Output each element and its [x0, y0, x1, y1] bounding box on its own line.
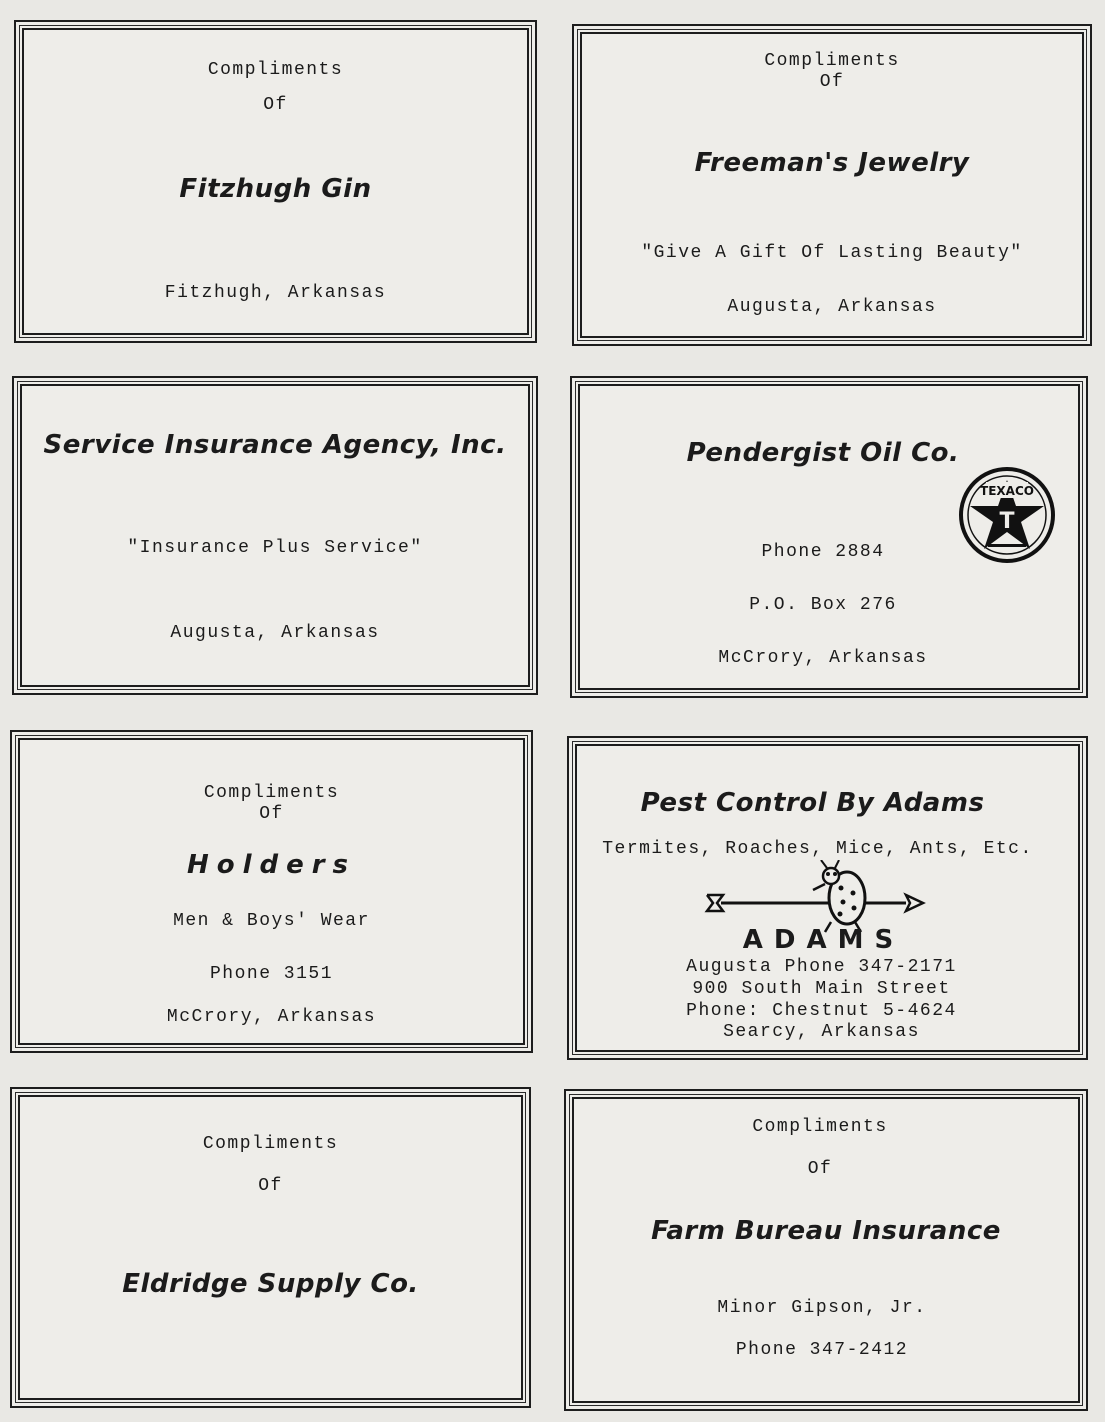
- business-name: Pest Control By Adams: [640, 788, 985, 818]
- adams-brand: ADAMS: [742, 925, 905, 955]
- ad-holders: [10, 730, 533, 1053]
- ad-pendergist-oil: [570, 376, 1088, 698]
- slogan: "Insurance Plus Service": [127, 538, 423, 558]
- business-name: Holders: [186, 850, 357, 880]
- slogan: "Give A Gift Of Lasting Beauty": [641, 243, 1023, 263]
- tagline: Men & Boys' Wear: [173, 911, 370, 931]
- compliments-label: Compliments: [752, 1117, 888, 1137]
- texaco-star-logo: [958, 466, 1056, 564]
- of-label: Of: [263, 95, 288, 115]
- location: Fitzhugh, Arkansas: [164, 283, 387, 303]
- location: Augusta, Arkansas: [727, 297, 937, 317]
- bug-arrow-emblem: [701, 860, 931, 936]
- ad-farm-bureau: [564, 1089, 1088, 1411]
- compliments-label: Compliments: [207, 60, 344, 80]
- ad-pest-control: [567, 736, 1088, 1060]
- ad-fitzhugh-gin: [14, 20, 537, 343]
- ad-freemans-jewelry: [572, 24, 1092, 346]
- agent-name: Minor Gipson, Jr.: [717, 1298, 927, 1318]
- compliments-label: Compliments: [203, 783, 340, 803]
- po-box: P.O. Box 276: [749, 595, 897, 615]
- street-address: 900 South Main Street: [692, 979, 951, 999]
- business-name: Freeman's Jewelry: [694, 148, 970, 178]
- phone: Phone 347-2412: [735, 1340, 909, 1360]
- location: Augusta, Arkansas: [170, 623, 380, 643]
- phone: Phone 3151: [209, 964, 334, 984]
- services: Termites, Roaches, Mice, Ants, Etc.: [602, 839, 1033, 859]
- business-name: Service Insurance Agency, Inc.: [43, 430, 507, 460]
- phone: Phone: Chestnut 5-4624: [686, 1001, 957, 1021]
- augusta-phone: Augusta Phone 347-2171: [686, 957, 957, 977]
- location: McCrory, Arkansas: [166, 1007, 377, 1027]
- texaco-logo-letter: T: [999, 509, 1015, 534]
- business-name: Farm Bureau Insurance: [651, 1216, 1001, 1246]
- compliments-label: Compliments: [764, 51, 900, 71]
- compliments-label: Compliments: [202, 1134, 339, 1154]
- of-label: Of: [259, 804, 284, 824]
- business-name: Fitzhugh Gin: [179, 174, 372, 204]
- of-label: Of: [258, 1176, 283, 1196]
- business-name: Eldridge Supply Co.: [122, 1269, 419, 1299]
- location: Searcy, Arkansas: [723, 1022, 920, 1042]
- texaco-logo-text: TEXACO: [980, 484, 1034, 498]
- phone: Phone 2884: [761, 542, 885, 562]
- business-name: Pendergist Oil Co.: [686, 438, 960, 468]
- of-label: Of: [807, 1159, 833, 1179]
- ad-service-insurance: [12, 376, 538, 695]
- location: McCrory, Arkansas: [718, 648, 928, 668]
- of-label: Of: [819, 72, 845, 92]
- ad-eldridge-supply: [10, 1087, 531, 1408]
